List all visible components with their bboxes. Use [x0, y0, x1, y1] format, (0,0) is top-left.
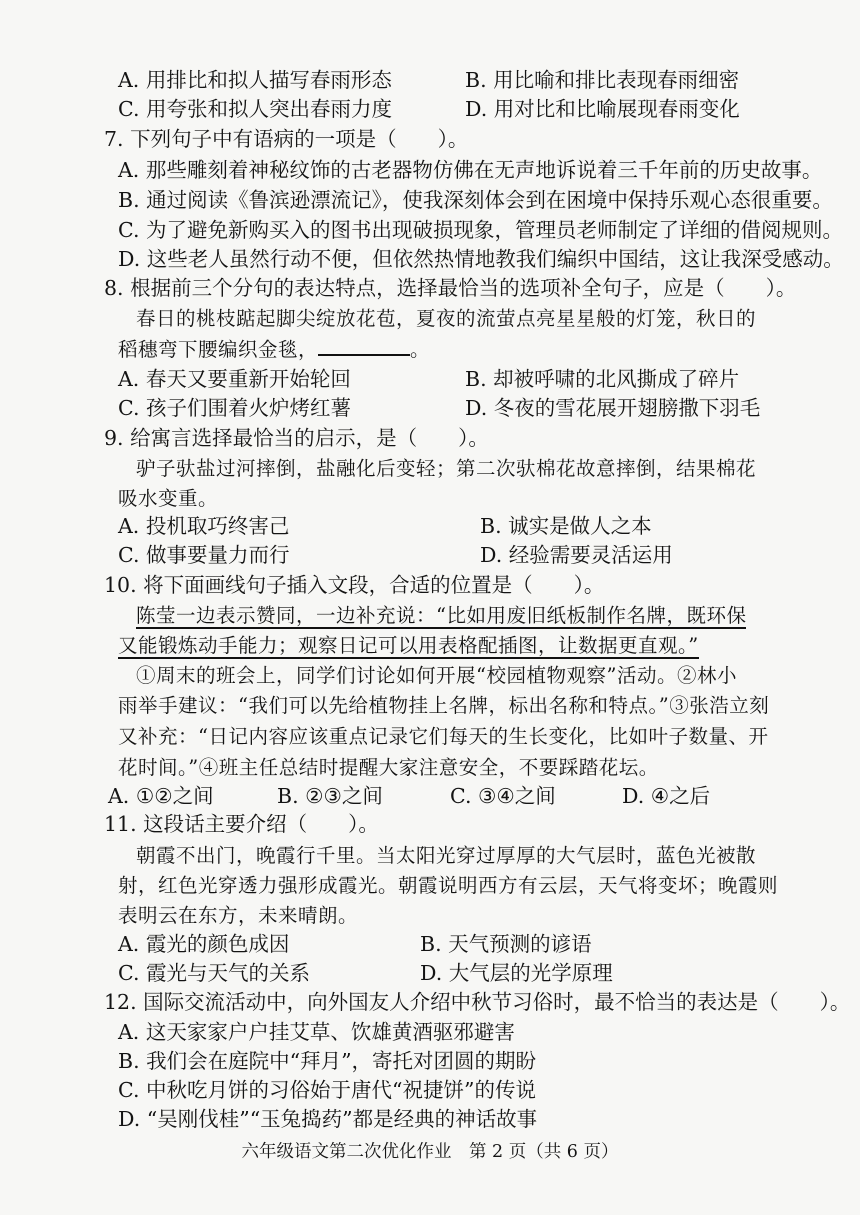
q12-option-d: D. “吴刚伐桂”“玉兔捣药”都是经典的神话故事 [118, 1107, 538, 1131]
q8-stem: 8. 根据前三个分句的表达特点，选择最恰当的选项补全句子，应是（ ）。 [104, 276, 797, 300]
q10-option-c: C. ③④之间 [450, 784, 556, 808]
q10-option-b: B. ②③之间 [277, 784, 383, 808]
q11-passage-line2: 射，红色光穿透力强形成霞光。朝霞说明西方有云层，天气将变坏；晚霞则 [118, 874, 779, 897]
q11-option-b: B. 天气预测的谚语 [420, 932, 592, 956]
q8-passage-line2 [118, 336, 430, 364]
q11-passage-line3: 表明云在东方，未来晴朗。 [118, 904, 359, 927]
q10-passage-line2: 雨举手建议：“我们可以先给植物挂上名牌，标出名称和特点。”③张浩立刻 [118, 694, 770, 717]
q8-option-c: C. 孩子们围着火炉烤红薯 [118, 396, 351, 420]
q6-option-a: A. 用排比和拟人描写春雨形态 [118, 68, 392, 92]
q11-stem: 11. 这段话主要介绍（ ）。 [104, 812, 379, 836]
q10-passage-line4: 花时间。”④班主任总结时提醒大家注意安全，不要踩踏花坛。 [118, 756, 659, 779]
q10-underlined-line1 [136, 602, 746, 630]
q6-option-b: B. 用比喻和排比表现春雨细密 [465, 68, 740, 92]
q9-passage-line2: 吸水变重。 [118, 487, 219, 510]
q7-option-c: C. 为了避免新购买入的图书出现破损现象，管理员老师制定了详细的借阅规则。 [118, 218, 843, 242]
q8-option-a: A. 春天又要重新开始轮回 [118, 367, 351, 391]
q6-option-d: D. 用对比和比喻展现春雨变化 [465, 97, 740, 121]
q8-option-b: B. 却被呼啸的北风撕成了碎片 [465, 367, 740, 391]
q11-option-d: D. 大气层的光学原理 [420, 961, 613, 985]
q9-stem: 9. 给寓言选择最恰当的启示，是（ ）。 [104, 426, 489, 450]
q8-answer-blank[interactable] [318, 336, 410, 356]
q10-underlined-text1: 陈莹一边表示赞同，一边补充说：“比如用废旧纸板制作名牌，既环保 [136, 604, 747, 627]
q12-option-b: B. 我们会在庭院中“拜月”，寄托对团圆的期盼 [118, 1049, 537, 1073]
q10-passage-line1: ①周末的班会上，同学们讨论如何开展“校园植物观察”活动。②林小 [136, 664, 737, 687]
q8-passage-line1: 春日的桃枝踮起脚尖绽放花苞，夏夜的流萤点亮星星般的灯笼，秋日的 [136, 307, 757, 330]
q8-passage-text: 稻穗弯下腰编织金毯， [118, 338, 319, 361]
q11-passage-line1: 朝霞不出门，晚霞行千里。当太阳光穿过厚厚的大气层时，蓝色光被散 [136, 844, 757, 867]
q9-option-d: D. 经验需要灵活运用 [480, 543, 673, 567]
q10-underlined-text2: 又能锻炼动手能力；观察日记可以用表格配插图，让数据更直观。” [118, 634, 699, 657]
q10-option-a: A. ①②之间 [108, 784, 214, 808]
q9-passage-line1: 驴子驮盐过河摔倒，盐融化后变轻；第二次驮棉花故意摔倒，结果棉花 [136, 457, 757, 480]
q7-option-d: D. 这些老人虽然行动不便，但依然热情地教我们编织中国结，这让我深受感动。 [118, 247, 844, 271]
q7-stem: 7. 下列句子中有语病的一项是（ ）。 [104, 127, 469, 151]
q8-passage-end: 。 [410, 338, 431, 361]
q6-option-c: C. 用夸张和拟人突出春雨力度 [118, 97, 392, 121]
q10-option-d: D. ④之后 [622, 784, 711, 808]
q7-option-a: A. 那些雕刻着神秘纹饰的古老器物仿佛在无声地诉说着三千年前的历史故事。 [118, 158, 823, 182]
q10-underlined-line2 [118, 632, 699, 660]
q9-option-a: A. 投机取巧终害己 [118, 514, 290, 538]
q11-option-a: A. 霞光的颜色成因 [118, 932, 290, 956]
q12-option-c: C. 中秋吃月饼的习俗始于唐代“祝捷饼”的传说 [118, 1078, 536, 1102]
page-footer: 六年级语文第二次优化作业 第 2 页（共 6 页） [241, 1142, 619, 1162]
q10-stem: 10. 将下面画线句子插入文段，合适的位置是（ ）。 [104, 573, 605, 597]
q8-option-d: D. 冬夜的雪花展开翅膀撒下羽毛 [465, 396, 761, 420]
q12-stem: 12. 国际交流活动中，向外国友人介绍中秋节习俗时，最不恰当的表达是（ ）。 [104, 990, 851, 1014]
q7-option-b: B. 通过阅读《鲁滨逊漂流记》，使我深刻体会到在困境中保持乐观心态很重要。 [118, 188, 833, 212]
q11-option-c: C. 霞光与天气的关系 [118, 961, 310, 985]
q12-option-a: A. 这天家家户户挂艾草、饮雄黄酒驱邪避害 [118, 1020, 515, 1044]
q9-option-b: B. 诚实是做人之本 [480, 514, 652, 538]
q10-passage-line3: 又补充：“日记内容应该重点记录它们每天的生长变化，比如叶子数量、开 [118, 725, 769, 748]
q9-option-c: C. 做事要量力而行 [118, 543, 290, 567]
